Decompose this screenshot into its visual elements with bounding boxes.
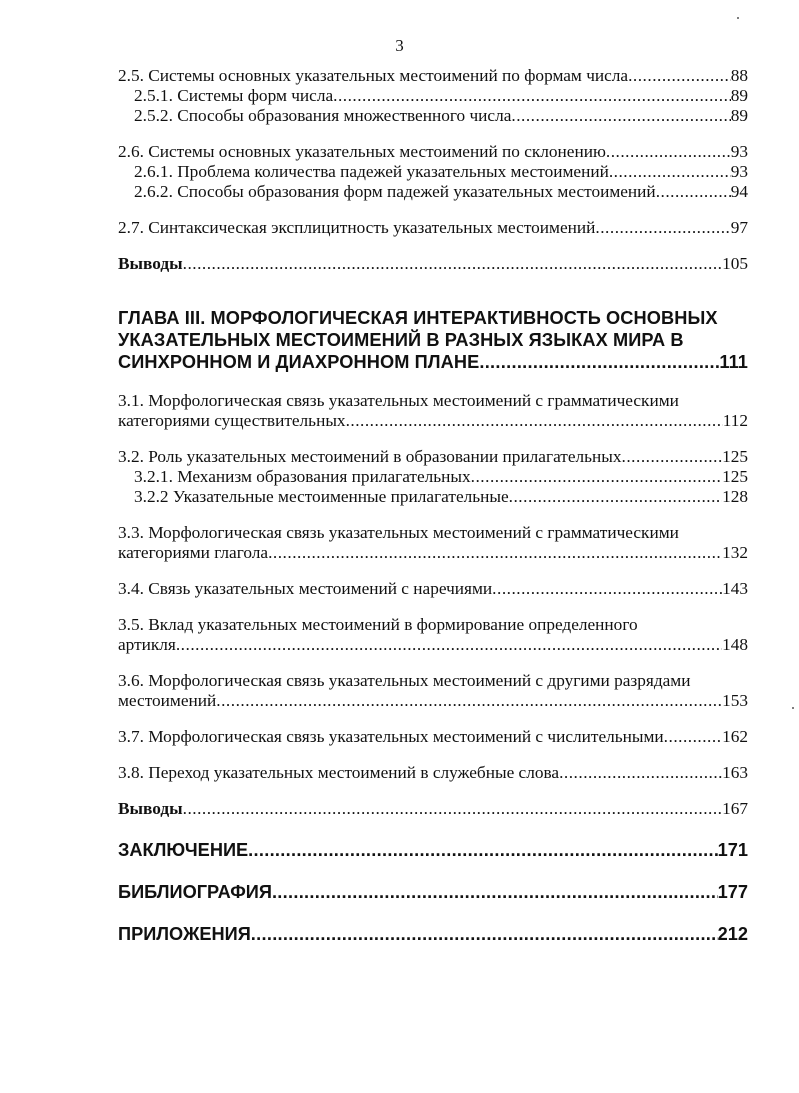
dot-leader xyxy=(628,66,731,86)
toc-entry-appendix[interactable] xyxy=(118,923,748,945)
table-of-contents xyxy=(118,66,748,945)
toc-entry-conclusions-ch3[interactable] xyxy=(118,799,748,819)
dot-leader xyxy=(268,543,722,563)
toc-page-number: 125 xyxy=(722,447,748,466)
toc-page-number: 163 xyxy=(722,763,748,782)
dot-leader xyxy=(251,923,718,945)
toc-entry-label: 3.7. Морфологическая связь указательных местоимений с числительными xyxy=(118,727,664,746)
toc-page-number: 88 xyxy=(730,66,748,85)
dot-leader xyxy=(509,487,722,507)
toc-page-number: 89 xyxy=(730,106,748,125)
toc-entry-2-7[interactable] xyxy=(118,218,748,238)
scan-speck xyxy=(737,17,739,19)
toc-entry-conclusion[interactable] xyxy=(118,839,748,861)
page-number: 3 xyxy=(395,36,404,55)
toc-entry-label: 2.5.2. Способы образования множественного числа xyxy=(134,106,512,125)
toc-entry-2-6[interactable] xyxy=(118,142,748,162)
dot-leader xyxy=(333,86,731,106)
toc-entry-3-8[interactable] xyxy=(118,763,748,783)
toc-entry-label: 2.6.2. Способы образования форм падежей указательных местоимений xyxy=(134,182,656,201)
toc-entry-label: 2.5. Системы основных указательных местоимений по формам числа xyxy=(118,66,629,85)
toc-page-number: 212 xyxy=(717,924,748,944)
chapter-title-last-line xyxy=(118,351,748,373)
chapter-title-line: СИНХРОННОМ И ДИАХРОННОМ ПЛАНЕ xyxy=(118,352,480,372)
toc-page-number: 177 xyxy=(717,882,748,902)
chapter-title-line: УКАЗАТЕЛЬНЫХ МЕСТОИМЕНИЙ В РАЗНЫХ ЯЗЫКАХ МИРА В xyxy=(118,330,684,350)
toc-page-number: 143 xyxy=(722,579,748,598)
toc-entry-label: 2.6.1. Проблема количества падежей указательных местоимений xyxy=(134,162,609,181)
dot-leader xyxy=(492,579,722,599)
toc-page-number: 132 xyxy=(722,543,748,562)
toc-entry-3-5[interactable] xyxy=(118,615,748,655)
dot-leader xyxy=(183,799,722,819)
toc-entry-3-2-2[interactable] xyxy=(118,487,748,507)
toc-entry-label: 3.4. Связь указательных местоимений с наречиями xyxy=(118,579,493,598)
toc-entry-label: 3.2. Роль указательных местоимений в образовании прилагательных xyxy=(118,447,622,466)
toc-page-number: 94 xyxy=(730,182,748,201)
toc-entry-label: 3.2.1. Механизм образования прилагательных xyxy=(134,467,471,486)
dot-leader xyxy=(346,411,723,431)
toc-page-number: 111 xyxy=(719,352,748,372)
scan-speck xyxy=(792,707,794,709)
toc-entry-3-3[interactable] xyxy=(118,523,748,563)
dot-leader xyxy=(183,254,722,274)
toc-entry-2-5[interactable] xyxy=(118,66,748,86)
toc-entry-continuation xyxy=(118,635,748,655)
toc-entry-2-6-1[interactable] xyxy=(118,162,748,182)
toc-entry-label: 3.5. Вклад указательных местоимений в формирование определенного xyxy=(118,615,638,634)
toc-entry-bibliography[interactable] xyxy=(118,881,748,903)
toc-page-number: 93 xyxy=(730,142,748,161)
dot-leader xyxy=(559,763,722,783)
toc-page-number: 105 xyxy=(722,254,748,273)
toc-page-number: 167 xyxy=(722,799,748,818)
toc-chapter-3[interactable] xyxy=(118,307,748,373)
toc-entry-label: категориями существительных xyxy=(118,411,346,430)
toc-page-number: 171 xyxy=(717,840,748,860)
toc-entry-label: 3.1. Морфологическая связь указательных местоимений с грамматическими xyxy=(118,391,679,410)
dot-leader xyxy=(176,635,722,655)
dot-leader xyxy=(479,351,719,373)
toc-entry-3-6[interactable] xyxy=(118,671,748,711)
toc-entry-label: 2.6. Системы основных указательных местоимений по склонению xyxy=(118,142,606,161)
toc-entry-label: ПРИЛОЖЕНИЯ xyxy=(118,924,251,944)
dot-leader xyxy=(622,447,723,467)
toc-entry-label: местоимений xyxy=(118,691,217,710)
toc-entry-continuation xyxy=(118,543,748,563)
toc-entry-2-6-2[interactable] xyxy=(118,182,748,202)
toc-entry-3-2-1[interactable] xyxy=(118,467,748,487)
toc-entry-continuation xyxy=(118,691,748,711)
toc-page-number: 153 xyxy=(722,691,748,710)
dot-leader xyxy=(609,162,731,182)
toc-entry-label: артикля xyxy=(118,635,176,654)
toc-entry-label: 2.5.1. Системы форм числа xyxy=(134,86,334,105)
toc-entry-3-2[interactable] xyxy=(118,447,748,467)
toc-page-number: 97 xyxy=(730,218,748,237)
chapter-title-line: ГЛАВА III. МОРФОЛОГИЧЕСКАЯ ИНТЕРАКТИВНОСТЬ ОСНОВНЫХ xyxy=(118,308,718,328)
dot-leader xyxy=(272,881,718,903)
toc-entry-label: 3.6. Морфологическая связь указательных местоимений с другими разрядами xyxy=(118,671,691,690)
dot-leader xyxy=(471,467,722,487)
toc-final-sections xyxy=(118,839,748,945)
toc-entry-continuation xyxy=(118,411,748,431)
dot-leader xyxy=(595,218,730,238)
toc-page-number: 89 xyxy=(730,86,748,105)
dot-leader xyxy=(606,142,731,162)
toc-entry-label: 3.2.2 Указательные местоименные прилагательные xyxy=(134,487,509,506)
toc-page-number: 125 xyxy=(722,467,748,486)
toc-entry-label: БИБЛИОГРАФИЯ xyxy=(118,882,272,902)
toc-entry-label: 3.3. Морфологическая связь указательных местоимений с грамматическими xyxy=(118,523,679,542)
toc-entry-conclusions-ch2[interactable] xyxy=(118,254,748,274)
dot-leader xyxy=(664,727,722,747)
dot-leader xyxy=(511,106,730,126)
toc-entry-3-1[interactable] xyxy=(118,391,748,431)
dot-leader xyxy=(656,182,731,202)
toc-entry-label: 3.8. Переход указательных местоимений в служебные слова xyxy=(118,763,560,782)
toc-entry-label: Выводы xyxy=(118,799,183,818)
toc-entry-label: 2.7. Синтаксическая эксплицитность указательных местоимений xyxy=(118,218,596,237)
toc-page-number: 93 xyxy=(730,162,748,181)
toc-entry-3-4[interactable] xyxy=(118,579,748,599)
toc-entry-label: ЗАКЛЮЧЕНИЕ xyxy=(118,840,249,860)
toc-page-number: 148 xyxy=(722,635,748,654)
toc-page-number: 128 xyxy=(722,487,748,506)
toc-entry-3-7[interactable] xyxy=(118,727,748,747)
dot-leader xyxy=(216,691,722,711)
toc-page-number: 112 xyxy=(722,411,748,430)
toc-entry-2-5-2[interactable] xyxy=(118,106,748,126)
toc-entry-2-5-1[interactable] xyxy=(118,86,748,106)
dot-leader xyxy=(248,839,717,861)
toc-page-number: 162 xyxy=(722,727,748,746)
toc-entry-label: Выводы xyxy=(118,254,183,273)
toc-entry-label: категориями глагола xyxy=(118,543,269,562)
